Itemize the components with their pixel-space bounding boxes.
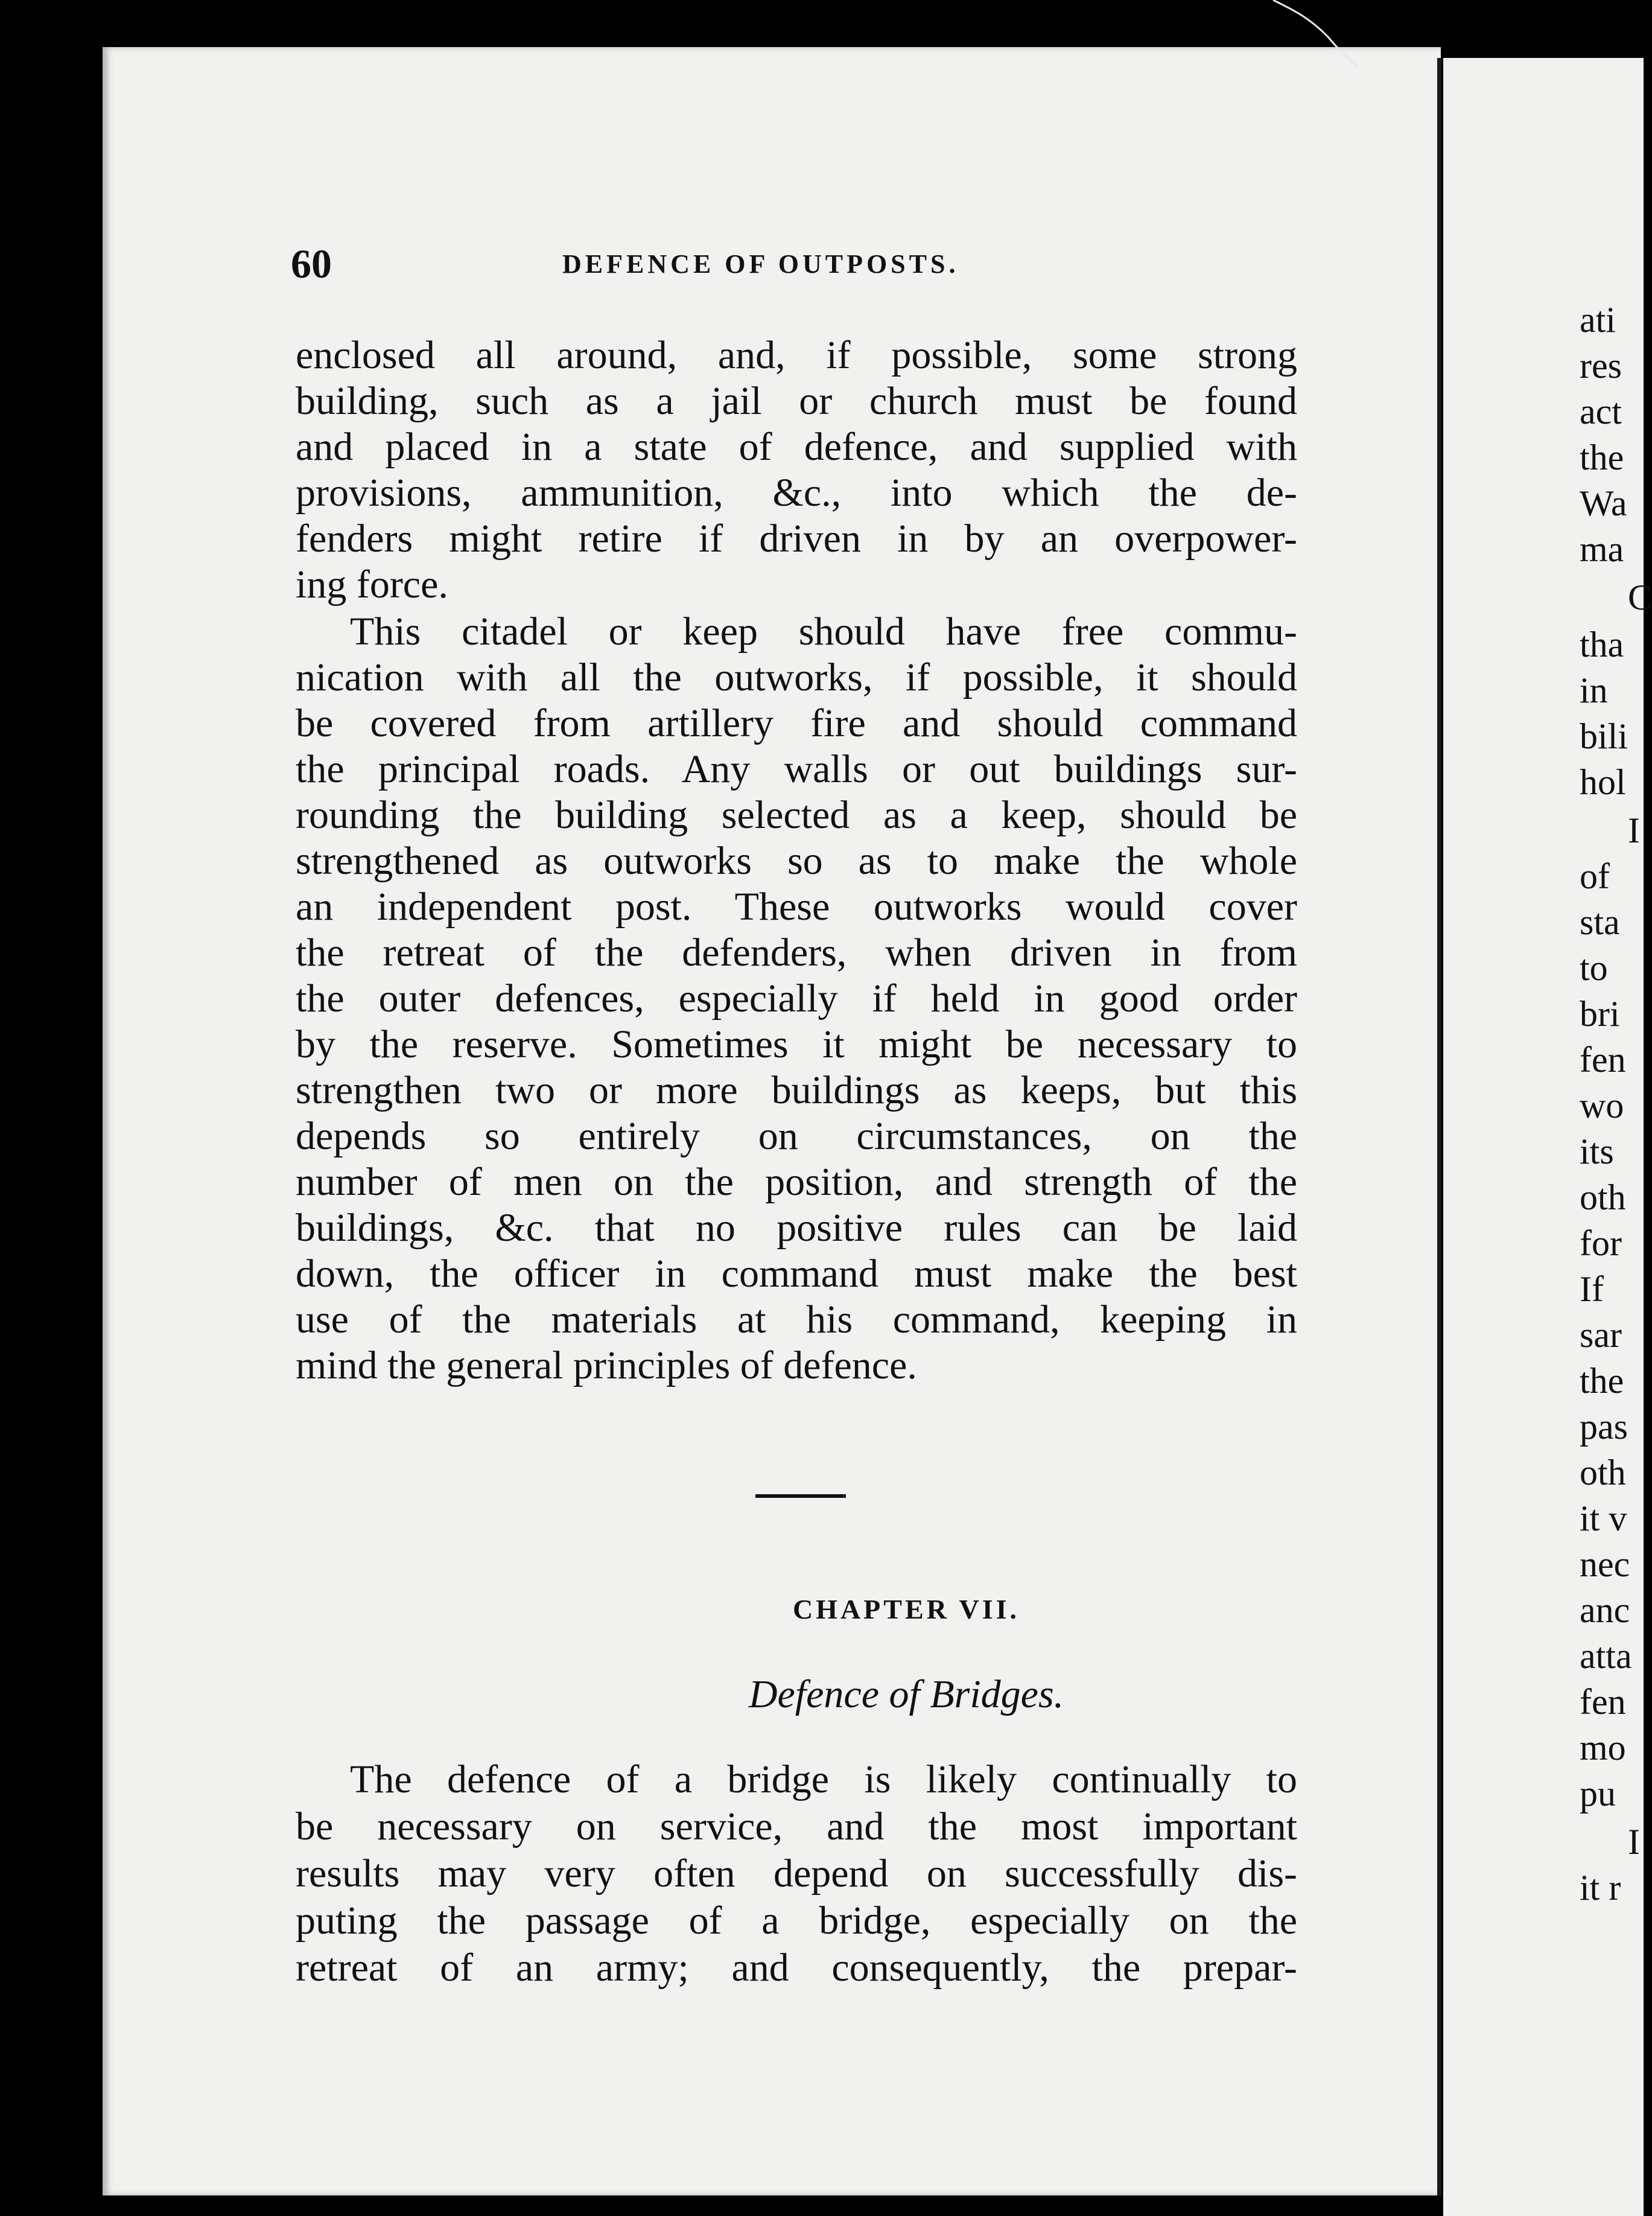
text-line: strengthen two or more buildings as keeps, but this [296, 1068, 1297, 1112]
facing-line: mo [1580, 1728, 1626, 1768]
text-line: use of the materials at his command, keeping in [296, 1297, 1297, 1342]
text-line: an independent post. These outworks would cover [296, 885, 1297, 929]
facing-line: tha [1580, 625, 1624, 664]
text-line: building, such as a jail or church must be found [296, 379, 1297, 423]
text-line: the outer defences, especially if held in good order [296, 976, 1297, 1020]
text-line: be necessary on service, and the most important [296, 1804, 1297, 1848]
facing-line: sar [1580, 1315, 1622, 1355]
text-line: be covered from artillery fire and should command [296, 701, 1297, 745]
text-line: The defence of a bridge is likely continually to [350, 1757, 1297, 1801]
facing-line: oth [1580, 1453, 1626, 1492]
facing-line: res [1580, 346, 1622, 386]
text-line: puting the passage of a bridge, especially on the [296, 1899, 1297, 1943]
text-line: This citadel or keep should have free commu- [350, 610, 1297, 654]
text-line: number of men on the position, and strength of the [296, 1160, 1297, 1204]
facing-line: atta [1580, 1636, 1632, 1676]
text-line: the principal roads. Any walls or out buildings sur- [296, 747, 1297, 791]
text-line: by the reserve. Sometimes it might be necessary to [296, 1022, 1297, 1066]
facing-line: anc [1580, 1590, 1630, 1630]
facing-line: pu [1580, 1774, 1616, 1813]
facing-line: its [1580, 1132, 1614, 1171]
text-line: strengthened as outworks so as to make the whole [296, 839, 1297, 883]
facing-line: C [1628, 578, 1652, 617]
text-line: provisions, ammunition, &c., into which the de- [296, 471, 1297, 515]
page-corner-crease [1267, 0, 1364, 66]
facing-line: bili [1580, 716, 1628, 756]
facing-line: nec [1580, 1544, 1630, 1584]
facing-line: it r [1580, 1868, 1621, 1908]
facing-line: of [1580, 856, 1610, 896]
text-line: and placed in a state of defence, and supplied with [296, 425, 1297, 469]
section-divider [755, 1494, 846, 1498]
text-line: depends so entirely on circumstances, on the [296, 1114, 1297, 1158]
facing-line: I [1628, 810, 1640, 850]
page-number: 60 [291, 241, 332, 287]
page-gutter [1437, 58, 1441, 2195]
facing-line: oth [1580, 1177, 1626, 1217]
facing-line: wo [1580, 1086, 1624, 1126]
text-line: enclosed all around, and, if possible, some strong [296, 333, 1297, 377]
facing-line: ma [1580, 529, 1624, 569]
chapter-heading: CHAPTER VII. [792, 1594, 1020, 1625]
facing-line: sta [1580, 902, 1620, 942]
text-line: ing force. [296, 562, 448, 607]
facing-line: pas [1580, 1407, 1628, 1447]
facing-line: ati [1580, 300, 1616, 340]
facing-line: I [1628, 1822, 1640, 1862]
facing-line: fen [1580, 1040, 1626, 1080]
text-line: retreat of an army; and consequently, the prepar- [296, 1946, 1297, 1990]
facing-line: the [1580, 1361, 1624, 1401]
facing-line: for [1580, 1223, 1622, 1263]
text-line: the retreat of the defenders, when driven in from [296, 931, 1297, 975]
text-line: fenders might retire if driven in by an overpower- [296, 517, 1297, 561]
text-line: nication with all the outworks, if possible, it should [296, 655, 1297, 699]
facing-line: in [1580, 670, 1608, 710]
facing-line: act [1580, 392, 1622, 431]
text-line: down, the officer in command must make the best [296, 1252, 1297, 1296]
text-line: mind the general principles of defence. [296, 1343, 917, 1387]
facing-line: If [1580, 1269, 1604, 1309]
chapter-title: Defence of Bridges. [748, 1672, 1064, 1716]
facing-line: hol [1580, 762, 1626, 802]
running-head [291, 240, 1304, 288]
facing-line: to [1580, 948, 1608, 988]
facing-line: bri [1580, 994, 1620, 1034]
running-head-title: DEFENCE OF OUTPOSTS. [562, 249, 959, 279]
facing-line: the [1580, 438, 1624, 477]
facing-line: fen [1580, 1682, 1626, 1722]
text-line: buildings, &c. that no positive rules can be laid [296, 1206, 1297, 1250]
text-line: results may very often depend on successfully dis- [296, 1851, 1297, 1896]
facing-line: Wa [1580, 483, 1627, 523]
facing-line: it v [1580, 1498, 1627, 1538]
text-line: rounding the building selected as a keep, should be [296, 793, 1297, 837]
